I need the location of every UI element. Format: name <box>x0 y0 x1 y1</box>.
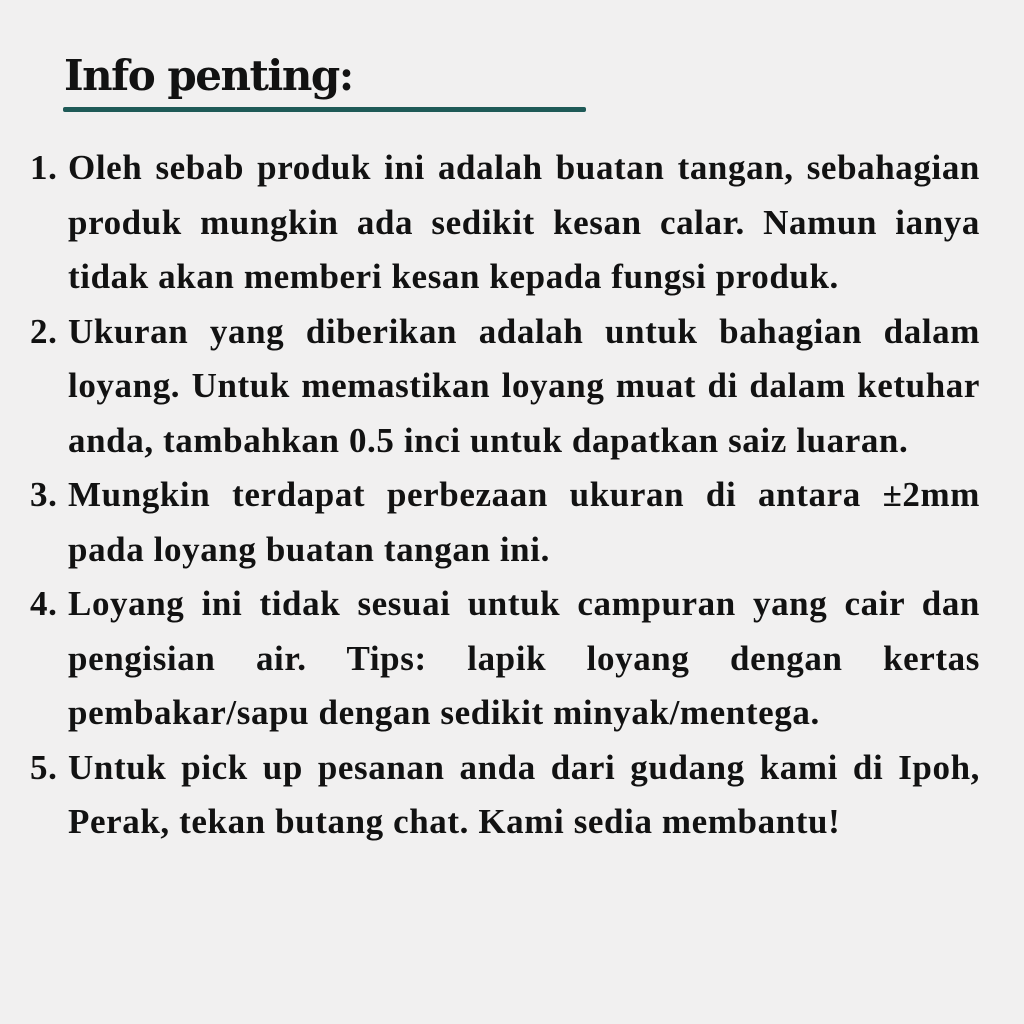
list-item-text: Oleh sebab produk ini adalah buatan tangan, sebahagian produk mungkin ada sedikit kesan calar. Namun ianya tidak akan memberi kesan kepada fungsi produk. <box>68 148 980 296</box>
title-underline <box>63 107 586 112</box>
list-item-text: Untuk pick up pesanan anda dari gudang kami di Ipoh, Perak, tekan butang chat. Kami sedia membantu! <box>68 747 980 841</box>
list-item-number: 1. <box>30 148 58 187</box>
list-item-number: 5. <box>30 747 58 787</box>
list-item <box>30 468 980 577</box>
list-item <box>30 305 980 469</box>
list-item <box>30 577 980 741</box>
list-item <box>30 741 980 850</box>
list-item-text: Ukuran yang diberikan adalah untuk bahagian dalam loyang. Untuk memastikan loyang muat di dalam ketuhar anda, tambahkan 0.5 inci untuk dapatkan saiz luaran. <box>68 311 980 460</box>
list-item-number: 3. <box>30 475 58 514</box>
list-item-text: Mungkin terdapat perbezaan ukuran di antara ±2mm pada loyang buatan tangan ini. <box>68 475 980 569</box>
list-item-number: 2. <box>30 311 58 351</box>
list-item-number: 4. <box>30 584 58 623</box>
info-list <box>30 141 980 850</box>
page-title: Info penting: <box>64 51 353 100</box>
list-item <box>30 141 980 305</box>
list-item-text: Loyang ini tidak sesuai untuk campuran yang cair dan pengisian air. Tips: lapik loyang dengan kertas pembakar/sapu dengan sedikit minyak/mentega. <box>68 584 980 732</box>
